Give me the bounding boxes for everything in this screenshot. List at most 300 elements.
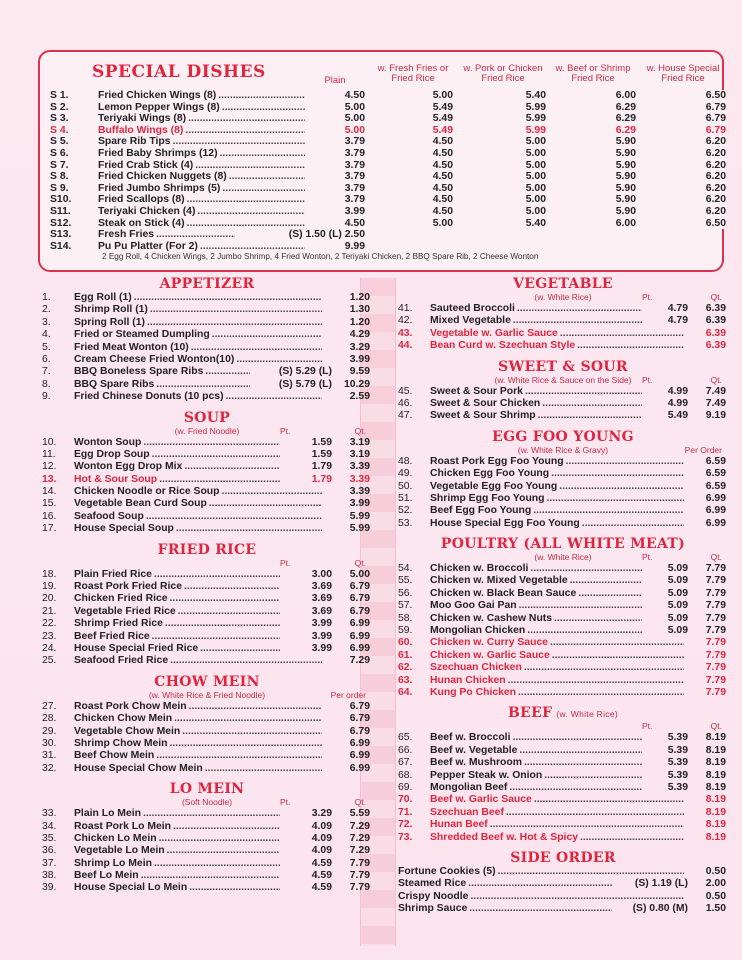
item-number: 64. (398, 686, 413, 698)
item-name (430, 819, 684, 831)
item-number: 4. (42, 329, 51, 341)
section-subheader (398, 721, 728, 732)
item-number: 10. (42, 436, 57, 448)
item-name (430, 650, 684, 662)
item-name (430, 588, 642, 600)
item-number: 54. (398, 563, 413, 575)
price-small: 5.09 (667, 600, 688, 612)
item-name-text: Fried Baby Shrimps (12) (98, 147, 218, 159)
menu-item (42, 643, 372, 655)
price-large: 8.19 (705, 831, 726, 843)
item-number: S11. (50, 205, 71, 217)
price-small: 1.59 (311, 448, 332, 460)
price-large: 1.50 (705, 903, 726, 915)
item-name-text: Sweet & Sour Pork (430, 385, 523, 397)
item-name (430, 505, 684, 517)
item-name (74, 593, 280, 605)
price-large: 7.79 (705, 662, 726, 674)
special-row (50, 147, 726, 160)
price: 5.00 (373, 218, 453, 230)
menu-section (42, 410, 372, 536)
item-number: S14. (50, 240, 72, 252)
item-name-text: Teriyaki Chicken (4) (98, 205, 196, 217)
item-name (74, 437, 280, 449)
item-number: 31. (42, 750, 57, 762)
price-small: 5.09 (667, 587, 688, 599)
item-name-text: House Special Egg Foo Young (430, 517, 580, 529)
price-small: 5.09 (667, 575, 688, 587)
menu-item (398, 675, 728, 687)
item-name-text: Beef w. Garlic Sauce (430, 794, 532, 806)
price-small: 5.09 (667, 563, 688, 575)
menu-item (398, 819, 728, 831)
menu-item (42, 763, 372, 775)
menu-item (42, 606, 372, 618)
item-name-text: Pepper Steak w. Onion (430, 769, 543, 781)
section-subtitle: (w. White Rice) (534, 292, 592, 302)
price-large: 6.39 (705, 327, 726, 339)
menu-item (398, 745, 728, 757)
price-large: 4.29 (349, 329, 370, 341)
item-name (74, 763, 322, 775)
item-number: S 6. (50, 147, 69, 159)
item-number: 44. (398, 340, 413, 352)
item-number: 17. (42, 523, 57, 535)
price: 5.40 (460, 90, 546, 102)
item-name (430, 563, 642, 575)
item-name (74, 882, 280, 894)
item-number: S12. (50, 217, 72, 229)
item-name (74, 498, 322, 510)
menu-item (398, 757, 728, 769)
item-name-text: Hunan Beef (430, 819, 488, 831)
item-number: 28. (42, 713, 57, 725)
item-name-text: Shrimp Egg Foo Young (430, 492, 545, 504)
item-name-text: Fried Chicken Wings (8) (98, 90, 217, 101)
price: 5.00 (373, 90, 453, 102)
pint-header: Pt. (280, 557, 291, 568)
price-large: 6.79 (349, 605, 370, 617)
item-number: 12. (42, 461, 57, 473)
item-name (74, 701, 322, 713)
price-large: 5.99 (349, 510, 370, 522)
menu-item (398, 328, 728, 340)
item-name (98, 183, 308, 195)
item-name-text: Shrimp Fried Rice (74, 618, 163, 630)
price: 3.79 (305, 194, 365, 206)
price-large: 3.39 (349, 473, 370, 485)
item-number: 45. (398, 385, 413, 397)
item-number: 3. (42, 316, 51, 328)
quart-header: Qt. (710, 374, 722, 385)
section-title (42, 674, 372, 690)
menu-item (42, 581, 372, 593)
price-large: 6.99 (349, 630, 370, 642)
item-number: 60. (398, 637, 413, 649)
price-small: 5.39 (667, 732, 688, 744)
price: 5.00 (305, 113, 365, 125)
item-name-text: Chicken w. Curry Sauce (430, 637, 548, 649)
price-large: 8.19 (705, 757, 726, 769)
pint-header: Pt. (642, 292, 653, 302)
special-title: SPECIAL DISHES (92, 62, 266, 82)
price-large: 8.19 (705, 732, 726, 744)
section-subheader (398, 445, 728, 456)
menu-item (398, 505, 728, 517)
item-name-text: Chicken Chow Mein (74, 713, 173, 725)
item-name-text: BBQ Boneless Spare Ribs (74, 366, 204, 378)
item-number: 49. (398, 468, 413, 480)
item-name-text: Wonton Egg Drop Mix (74, 461, 183, 473)
menu-item (398, 637, 728, 649)
item-name-text: Vegetable w. Garlic Sauce (430, 327, 558, 339)
price-large: 3.29 (349, 341, 370, 353)
price-large: 7.29 (349, 832, 370, 844)
price: 4.50 (305, 90, 365, 102)
item-name (74, 292, 322, 304)
price: 6.20 (640, 194, 726, 206)
price-large: 8.19 (705, 794, 726, 806)
section-title (398, 359, 728, 375)
special-row (50, 194, 726, 206)
price: 4.50 (373, 206, 453, 218)
item-name-text: Plain Fried Rice (74, 568, 152, 580)
price-large: 6.79 (349, 700, 370, 712)
item-name (430, 662, 684, 674)
item-number: S 8. (50, 171, 69, 183)
section-subheader (398, 292, 728, 303)
item-name (74, 391, 322, 403)
price-large: 10.29 (343, 378, 370, 390)
section-title-text: EGG FOO YOUNG (492, 428, 634, 445)
price-small: 4.09 (311, 832, 332, 844)
item-name-text: Pu Pu Platter (For 2) (98, 240, 198, 252)
left-column (42, 276, 372, 901)
item-name-text: Cream Cheese Fried Wonton(10) (74, 353, 235, 365)
item-number: S 7. (50, 159, 69, 171)
menu-section (42, 542, 372, 668)
section-subheader (42, 558, 372, 569)
price: 6.20 (640, 183, 726, 195)
price-large: 7.79 (705, 625, 726, 637)
item-name (98, 125, 308, 137)
price: 6.50 (640, 90, 726, 102)
special-row (50, 217, 726, 230)
item-name-text: Plain Lo Mein (74, 808, 141, 820)
price-large: 0.50 (705, 865, 726, 877)
menu-item (42, 655, 372, 667)
price-large: 5.99 (349, 523, 370, 535)
price-large: 3.99 (349, 498, 370, 510)
item-name (74, 354, 322, 366)
item-number: 70. (398, 794, 413, 806)
item-name-text: Shrimp Lo Mein (74, 857, 152, 869)
item-name (430, 687, 684, 699)
item-name-text: Vegetable Chow Mein (74, 725, 181, 737)
pint-header: Pt. (280, 425, 291, 436)
price: 4.50 (305, 218, 365, 230)
item-name-text: Vegetable Egg Foo Young (430, 480, 558, 492)
section-subtitle: (w. White Rice) (534, 552, 592, 563)
item-name (430, 770, 642, 782)
item-name-text: Fried Scallops (8) (98, 194, 185, 206)
item-number: 14. (42, 486, 57, 498)
price-small: 3.69 (311, 581, 332, 593)
item-name-text: Beef w. Broccoli (430, 732, 511, 744)
price-large: 6.99 (349, 618, 370, 630)
menu-section (42, 276, 372, 404)
section-title-text: LO MEIN (169, 781, 245, 798)
item-name-text: Egg Drop Soup (74, 448, 150, 460)
item-name-text: Steak on Stick (4) (98, 217, 185, 229)
special-header (50, 56, 720, 90)
menu-item (398, 481, 728, 493)
section-title (42, 781, 372, 797)
price: 5.00 (460, 183, 546, 195)
item-name-text: Beef w. Vegetable (430, 744, 518, 756)
item-name (98, 90, 308, 102)
price-large: 7.79 (705, 600, 726, 612)
section-title-text: SIDE ORDER (510, 849, 616, 866)
item-name-text: Chicken w. Mixed Vegetable (430, 575, 568, 587)
menu-item (42, 523, 372, 535)
price: 6.79 (640, 102, 726, 114)
item-name (74, 726, 322, 738)
item-number: 21. (42, 605, 57, 617)
price-small: 5.39 (667, 769, 688, 781)
price-small: 5.39 (667, 744, 688, 756)
section-title (398, 429, 728, 445)
menu-item (398, 600, 728, 612)
item-number: 66. (398, 744, 413, 756)
price-small: 5.09 (667, 625, 688, 637)
menu-item (398, 410, 728, 422)
price: 4.50 (373, 194, 453, 206)
special-row (50, 205, 726, 218)
item-number: 11. (42, 448, 56, 460)
price: 3.99 (305, 206, 365, 218)
menu-item (398, 625, 728, 637)
item-name (98, 206, 308, 218)
item-number: 62. (398, 662, 413, 674)
price: 3.79 (305, 183, 365, 195)
item-name (98, 218, 308, 230)
item-name-text: Sweet & Sour Shrimp (430, 410, 536, 422)
menu-item (42, 366, 372, 378)
price: 6.29 (550, 113, 636, 125)
price-large: 7.79 (705, 612, 726, 624)
price: 5.49 (373, 113, 453, 125)
menu-item (42, 631, 372, 643)
menu-item (42, 750, 372, 762)
item-name (74, 379, 250, 391)
special-dishes-box (38, 50, 724, 272)
price-small: 4.79 (667, 303, 688, 314)
price-large: 5.00 (349, 568, 370, 580)
quart-header: Qt. (710, 292, 722, 302)
item-name (430, 757, 642, 769)
price-large: 6.79 (349, 713, 370, 725)
price-large: 6.99 (349, 750, 370, 762)
item-name-text: Shrimp Sauce (398, 903, 468, 915)
section-title (42, 276, 372, 292)
menu-item (398, 878, 728, 890)
price: 5.00 (460, 136, 546, 148)
menu-item (398, 493, 728, 505)
item-number: S10. (50, 194, 72, 206)
item-name-text: Wonton Soup (74, 436, 142, 448)
price-large: 6.99 (705, 492, 726, 504)
menu-item (42, 498, 372, 510)
item-name-text: Lemon Pepper Wings (8) (98, 101, 220, 113)
item-name-text: Shredded Beef w. Hot & Spicy (430, 831, 578, 843)
item-name-text: Beef Fried Rice (74, 630, 150, 642)
item-name (430, 328, 684, 340)
item-number: 18. (42, 568, 57, 580)
price: 5.00 (460, 194, 546, 206)
item-name (98, 113, 308, 125)
menu-item (398, 770, 728, 782)
item-name (430, 745, 642, 757)
price-small: 5.49 (667, 410, 688, 422)
price-small: 3.99 (311, 630, 332, 642)
item-name-text: House Special Lo Mein (74, 882, 188, 894)
price-large: 6.99 (705, 517, 726, 529)
item-name-text: Beef w. Mushroom (430, 757, 522, 769)
item-name-text: Roast Pork Chow Mein (74, 700, 187, 712)
item-number: 1. (42, 292, 51, 303)
price-large: 1.20 (349, 292, 370, 303)
quart-header: Per order (330, 689, 366, 700)
price-small: 3.29 (311, 808, 332, 820)
price: 5.90 (550, 183, 636, 195)
price-large: 7.79 (705, 686, 726, 698)
menu-item (42, 461, 372, 473)
quart-header: Qt. (354, 797, 366, 808)
item-name (74, 808, 280, 820)
item-number: 39. (42, 882, 57, 894)
price-large: 8.19 (705, 806, 726, 818)
pint-header: Pt. (642, 374, 653, 385)
quart-header: Qt. (710, 552, 722, 563)
special-row (50, 101, 726, 114)
menu-section (398, 429, 728, 530)
price: 5.00 (460, 171, 546, 183)
price-large: 8.19 (705, 769, 726, 781)
item-name-text: Beef Lo Mein (74, 870, 139, 882)
item-name (430, 637, 684, 649)
special-row (50, 171, 726, 183)
section-title (42, 410, 372, 426)
menu-item (398, 303, 728, 315)
item-name-text: Fried Jumbo Shrimps (5) (98, 182, 221, 194)
section-title (42, 542, 372, 558)
quart-header: Qt. (354, 557, 366, 568)
item-name (430, 303, 642, 315)
price-large: 6.39 (705, 315, 726, 327)
menu-item (42, 858, 372, 870)
menu-section (398, 850, 728, 916)
item-name (430, 386, 642, 398)
item-number: 50. (398, 480, 413, 492)
price-small: 5.39 (667, 757, 688, 769)
price-large: 6.99 (349, 642, 370, 654)
section-subtitle: (w. White Rice) (556, 709, 618, 720)
item-name-text: Sweet & Sour Chicken (430, 397, 541, 409)
price-small: 4.79 (667, 315, 688, 327)
menu-item (42, 808, 372, 820)
menu-item (42, 882, 372, 894)
price-small: 3.69 (311, 605, 332, 617)
quart-header: Qt. (710, 721, 722, 732)
section-title-text: APPETIZER (159, 276, 255, 292)
price-large: 0.50 (705, 890, 726, 902)
section-subtitle: (w. White Rice & Fried Noodle) (148, 689, 266, 700)
item-name (430, 732, 642, 744)
price: 5.90 (550, 171, 636, 183)
price: 6.20 (640, 171, 726, 183)
item-name (74, 858, 280, 870)
item-number: 5. (42, 341, 51, 353)
item-name-text: Chicken Egg Foo Young (430, 468, 550, 480)
price: 5.90 (550, 136, 636, 148)
menu-item (398, 315, 728, 327)
item-number: 24. (42, 642, 57, 654)
item-number: 25. (42, 655, 57, 667)
price: 6.29 (550, 102, 636, 114)
item-name (74, 581, 280, 593)
menu-item (42, 713, 372, 725)
item-name (74, 750, 322, 762)
menu-item (398, 903, 728, 915)
menu-item (398, 832, 728, 844)
item-name-text: Sauteed Broccoli (430, 303, 515, 314)
item-name (74, 821, 280, 833)
price-large: 7.49 (705, 385, 726, 397)
price: 5.90 (550, 206, 636, 218)
item-name-text: Chicken Fried Rice (74, 593, 168, 605)
item-number: 32. (42, 762, 57, 774)
price-large: 7.79 (705, 563, 726, 575)
item-number: 67. (398, 757, 413, 769)
item-name-text: Hot & Sour Soup (74, 473, 158, 485)
item-number: 61. (398, 649, 413, 661)
section-title-text: BEEF (508, 705, 553, 722)
price-large: 7.79 (705, 674, 726, 686)
price: (S) 1.50 (L) 2.50 (235, 229, 365, 241)
item-name-text: Vegetable Bean Curd Soup (74, 498, 207, 510)
price: 6.79 (640, 113, 726, 125)
price-large: 2.00 (705, 878, 726, 890)
menu-item (398, 662, 728, 674)
item-number: 57. (398, 600, 413, 612)
col-pork-chicken: w. Pork or Chicken Fried Rice (463, 63, 543, 84)
item-name (430, 807, 684, 819)
section-subheader (42, 797, 372, 808)
item-number: S13. (50, 229, 72, 241)
quart-header: Qt. (354, 425, 366, 436)
price-large: 7.29 (349, 845, 370, 857)
section-subtitle: (w. Fried Noodle) (174, 425, 240, 436)
item-name (74, 845, 280, 857)
price-small: 1.59 (311, 436, 332, 448)
special-row (50, 241, 712, 253)
price-small: 4.59 (311, 870, 332, 882)
item-name-text: BBQ Spare Ribs (74, 378, 155, 390)
item-name (430, 468, 684, 480)
price: 5.90 (550, 160, 636, 172)
item-number: 52. (398, 505, 413, 517)
